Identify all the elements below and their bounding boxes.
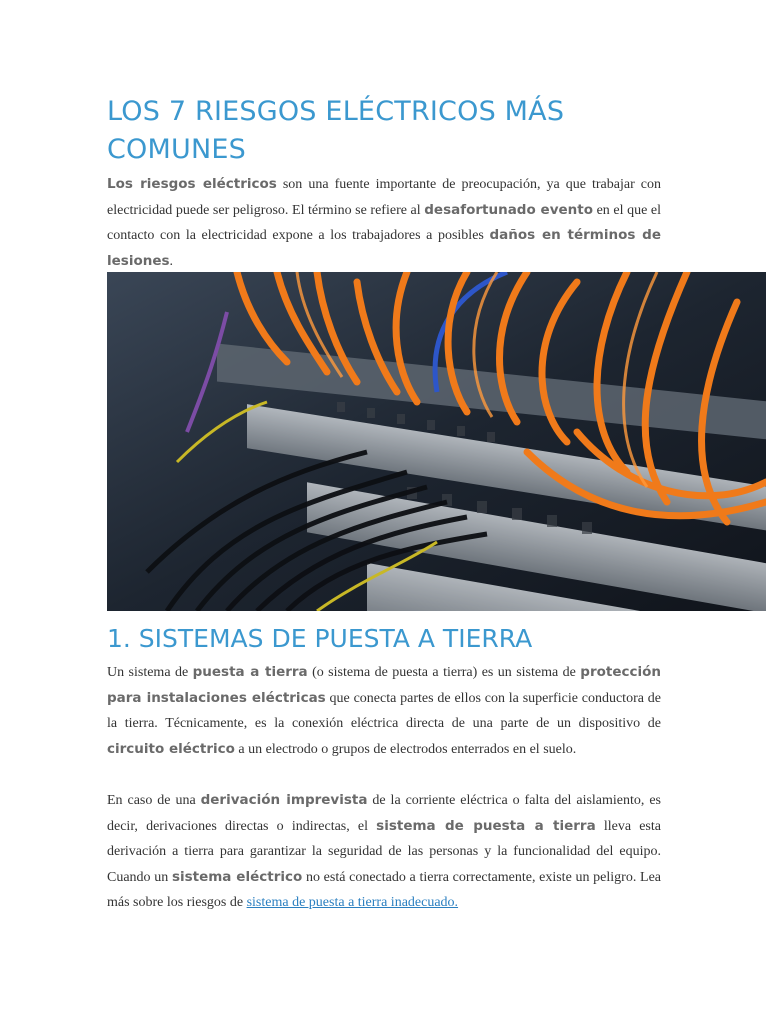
intro-paragraph (107, 172, 661, 274)
body-text: en el que el contacto con la electricidad expone a los trabajadores a posibles (107, 202, 662, 243)
body-text: no está conectado a tierra correctamente, existe un peligro. Lea más sobre los riesgos de (107, 869, 661, 910)
keyword: circuito eléctrico (107, 740, 235, 757)
section-heading: 1. SISTEMAS DE PUESTA A TIERRA (107, 624, 533, 653)
keyword: sistema eléctrico (171, 868, 303, 885)
keyword: daños en términos de lesiones (107, 227, 661, 269)
section-paragraph-2 (107, 788, 661, 916)
body-text: . (169, 253, 174, 269)
keyword: derivación imprevista (200, 792, 368, 808)
keyword: puesta a tierra (192, 664, 308, 680)
electrical-wiring-photo (107, 272, 766, 611)
body-text: a un electrodo o grupos de electrodos enterrados en el suelo. (234, 741, 577, 757)
body-text: son una fuente importante de preocupación, ya que trabajar con electricidad puede ser peligroso. El término se refiere al (107, 177, 661, 218)
section-paragraph-1 (107, 660, 661, 762)
body-text: que conecta partes de ellos con la superficie conductora de la tierra. Técnicamente, es la conexión eléctrica directa de una parte de un dispositivo de (107, 690, 661, 731)
keyword: protección para instalaciones eléctricas (107, 664, 662, 706)
body-text: En caso de una (107, 793, 201, 808)
keyword: desafortunado evento (424, 201, 593, 218)
grounding-risk-link[interactable]: sistema de puesta a tierra inadecuado. (246, 895, 459, 910)
page-title: LOS 7 RIESGOS ELÉCTRICOS MÁS COMUNES (107, 96, 565, 165)
keyword: sistema de puesta a tierra (376, 817, 596, 834)
keyword: Los riesgos eléctricos (107, 176, 277, 192)
body-text: Un sistema de (107, 665, 193, 680)
body-text: de la corriente eléctrica o falta del aislamiento, es decir, derivaciones directas o indirectas, el (107, 793, 662, 834)
body-text: (o sistema de puesta a tierra) es un sistema de (307, 665, 581, 680)
wiring-illustration (107, 272, 766, 611)
body-text: lleva esta derivación a tierra para garantizar la seguridad de las personas y la funcionalidad del equipo. Cuando un (107, 818, 661, 885)
